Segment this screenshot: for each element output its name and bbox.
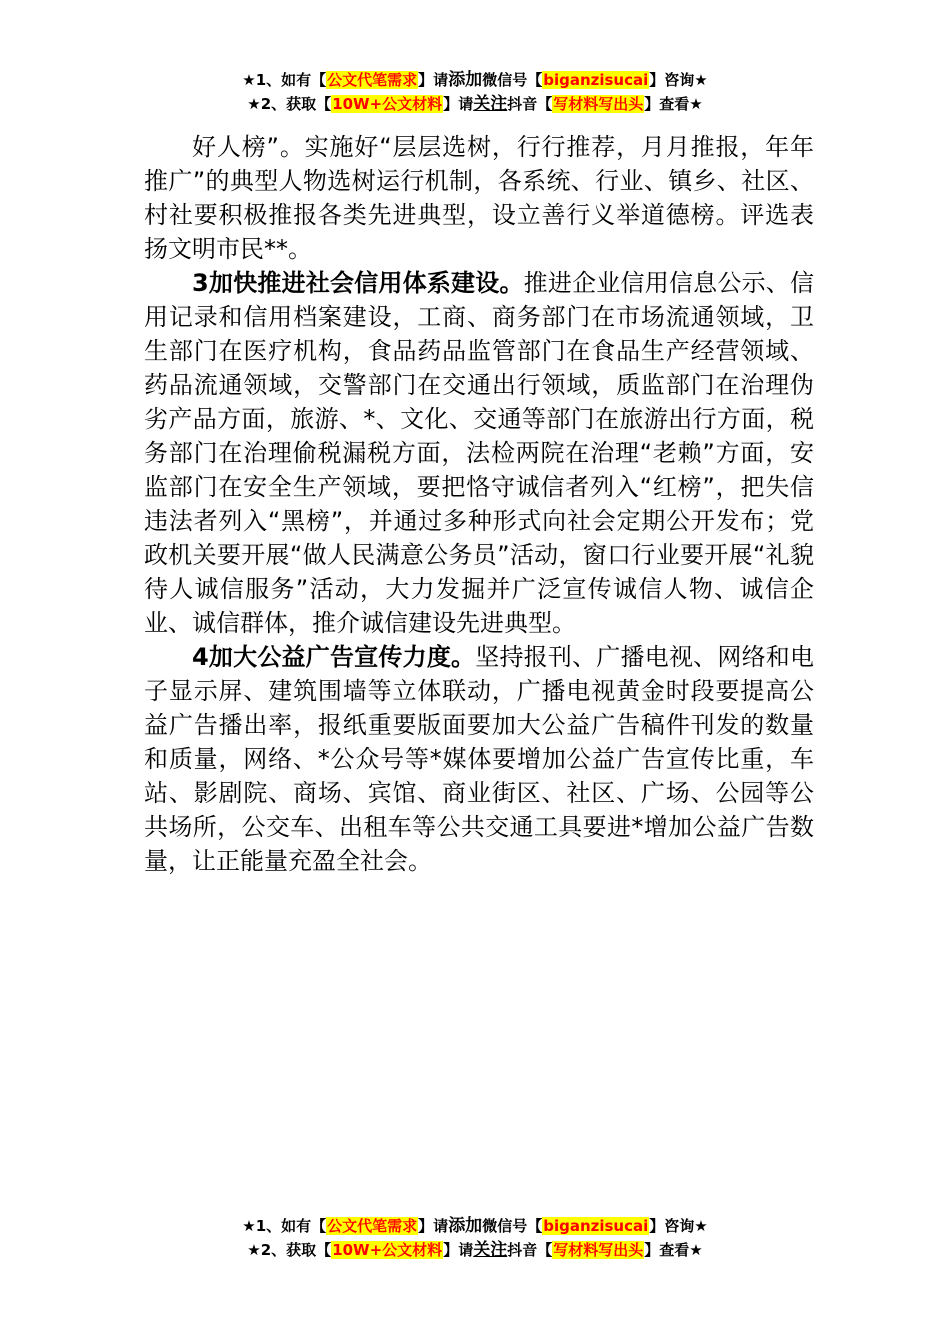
header-line-2-highlight-materials: 10W+公文材料 — [332, 95, 443, 113]
footer-line-2-prefix: ★2、获取【 — [247, 1241, 332, 1259]
header-line-1-suffix: 】咨询★ — [649, 71, 708, 89]
header-line-2-emphasis: 关注 — [473, 94, 508, 114]
header-line-1-highlight-wechat: biganzisucai — [543, 71, 649, 89]
header-banner — [0, 68, 950, 116]
paragraph-1-text: 好人榜”。实施好“层层选树，行行推荐，月月推报，年年推广”的典型人物选树运行机制，各系统、行业、镇乡、社区、村社要积极推报各类先进典型，设立善行义举道德榜。评选表扬文明市民**。 — [144, 133, 814, 263]
footer-line-1-highlight-wechat: biganzisucai — [543, 1217, 649, 1235]
paragraph-2 — [144, 266, 814, 640]
header-line-2-text: 】请 — [443, 95, 474, 113]
footer-line-1-emphasis: 添加 — [448, 1216, 483, 1236]
header-line-2-highlight-douyin: 写材料写出头 — [553, 95, 644, 113]
paragraph-3-heading: 4加大公益广告宣传力度。 — [192, 643, 476, 671]
header-line-2-text-2: 抖音【 — [507, 95, 553, 113]
paragraph-2-heading: 3加快推进社会信用体系建设。 — [192, 269, 524, 297]
header-line-1-text: 】请 — [418, 71, 449, 89]
header-line-1 — [0, 68, 950, 92]
header-line-2 — [0, 92, 950, 116]
footer-line-1-text: 】请 — [418, 1217, 449, 1235]
footer-line-2-text: 】请 — [443, 1241, 474, 1259]
footer-line-2-highlight-douyin: 写材料写出头 — [553, 1241, 644, 1259]
header-line-1-prefix: ★1、如有【 — [242, 71, 327, 89]
footer-line-1-text-2: 微信号【 — [482, 1217, 543, 1235]
footer-line-1-prefix: ★1、如有【 — [242, 1217, 327, 1235]
footer-banner — [0, 1214, 950, 1262]
paragraph-1 — [144, 130, 814, 266]
header-line-2-suffix: 】查看★ — [644, 95, 703, 113]
footer-line-1-highlight-service: 公文代笔需求 — [327, 1217, 418, 1235]
paragraph-3 — [144, 640, 814, 878]
header-line-2-prefix: ★2、获取【 — [247, 95, 332, 113]
header-line-1-highlight-service: 公文代笔需求 — [327, 71, 418, 89]
footer-line-2-text-2: 抖音【 — [507, 1241, 553, 1259]
footer-line-2 — [0, 1238, 950, 1262]
footer-line-2-suffix: 】查看★ — [644, 1241, 703, 1259]
paragraph-2-text: 推进企业信用信息公示、信用记录和信用档案建设，工商、商务部门在市场流通领域，卫生部门在医疗机构，食品药品监管部门在食品生产经营领域、药品流通领域，交警部门在交通出行领域，质监部门在治理伪劣产品方面，旅游、*、文化、交通等部门在旅游出行方面，税务部门在治理偷税漏税方面，法检两院在治理“老赖”方面，安监部门在安全生产领域，要把恪守诚信者列入“红榜”，把失信违法者列入“黑榜”，并通过多种形式向社会定期公开发布；党政机关要开展“做人民满意公务员”活动，窗口行业要开展“礼貌待人诚信服务”活动，大力发掘并广泛宣传诚信人物、诚信企业、诚信群体，推介诚信建设先进典型。 — [144, 269, 815, 637]
header-line-1-text-2: 微信号【 — [482, 71, 543, 89]
footer-line-2-highlight-materials: 10W+公文材料 — [332, 1241, 443, 1259]
footer-line-1-suffix: 】咨询★ — [649, 1217, 708, 1235]
footer-line-1 — [0, 1214, 950, 1238]
document-body — [144, 130, 814, 878]
header-line-1-emphasis: 添加 — [448, 70, 483, 90]
paragraph-3-text: 坚持报刊、广播电视、网络和电子显示屏、建筑围墙等立体联动，广播电视黄金时段要提高公益广告播出率，报纸重要版面要加大公益广告稿件刊发的数量和质量，网络、*公众号等*媒体要增加公益广告宣传比重，车站、影剧院、商场、宾馆、商业街区、社区、广场、公园等公共场所，公交车、出租车等公共交通工具要进*增加公益广告数量，让正能量充盈全社会。 — [144, 643, 815, 875]
footer-line-2-emphasis: 关注 — [473, 1240, 508, 1260]
